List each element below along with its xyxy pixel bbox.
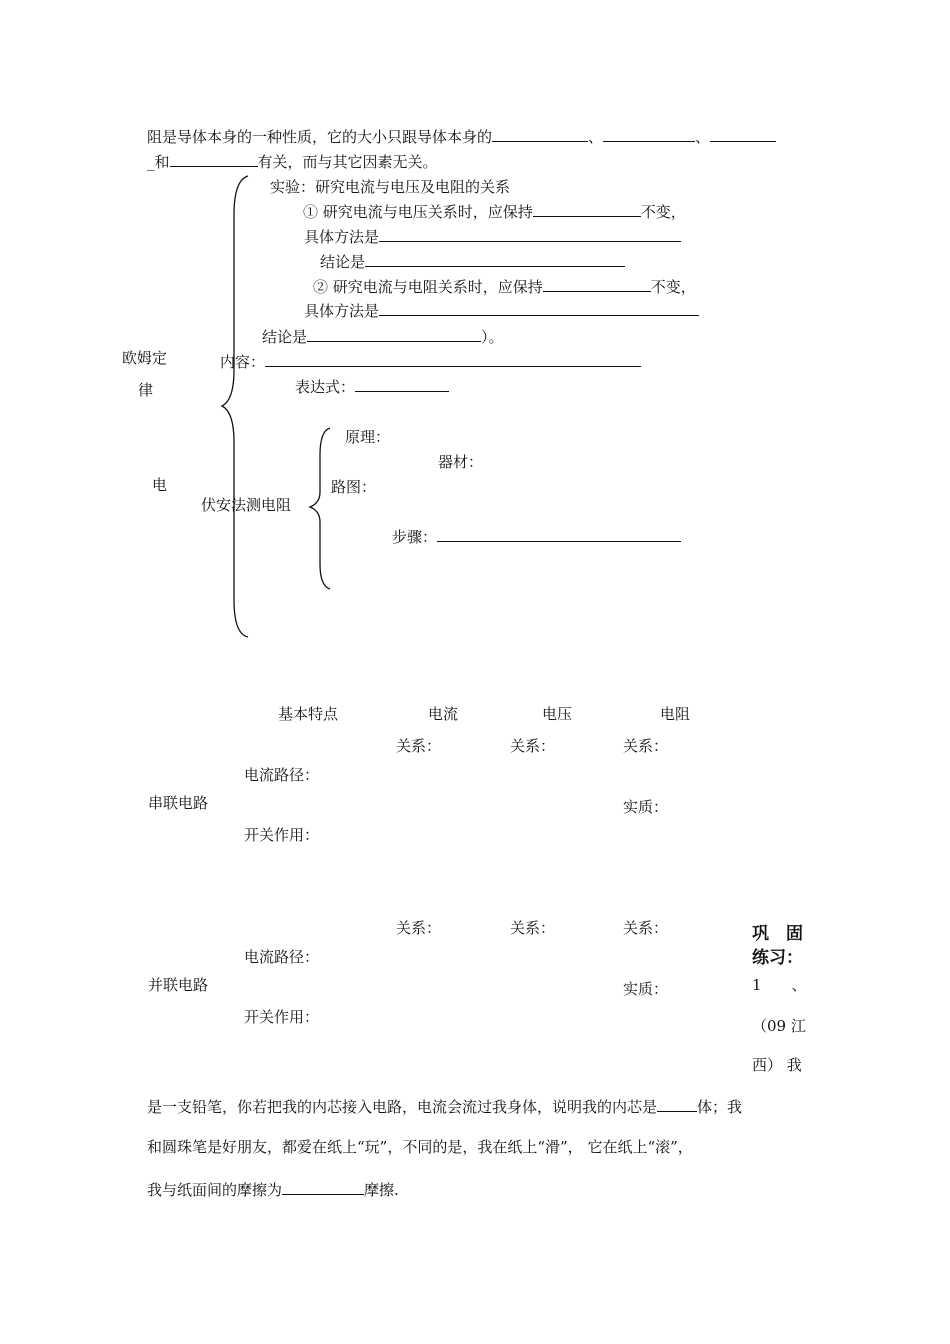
principle: 原理：: [345, 428, 391, 446]
circuit: 路图：: [331, 478, 377, 496]
method-2-blank[interactable]: [379, 301, 699, 316]
series-switch-role: 开关作用：: [244, 826, 320, 844]
item-2-blank[interactable]: [543, 277, 651, 292]
equipment: 器材：: [438, 453, 484, 471]
practice-blank-1[interactable]: [657, 1097, 697, 1112]
practice-line-3: 我与纸面间的摩擦为 摩擦.: [147, 1181, 399, 1199]
practice-source-2: 西） 我: [752, 1056, 802, 1074]
steps-blank[interactable]: [437, 527, 681, 542]
header-voltage: 电压: [542, 705, 573, 723]
practice-title-1: 巩 固: [752, 924, 803, 944]
blank-1[interactable]: [492, 127, 588, 142]
series-current-path: 电流路径：: [244, 766, 320, 784]
item-1-blank[interactable]: [533, 202, 641, 217]
series-voltage-relation: 关系：: [510, 737, 556, 755]
item-1: ① 研究电流与电压关系时，应保持 不变，: [303, 203, 686, 221]
expression: 表达式：: [295, 377, 449, 397]
practice-number: 1 、: [752, 976, 807, 994]
header-current: 电流: [428, 705, 459, 723]
practice-source-1: （09 江: [752, 1017, 806, 1035]
root-label-1: 欧姆定: [122, 349, 168, 367]
conclusion-1: 结论是: [320, 252, 625, 272]
conclusion-2: 结论是 ）。: [262, 328, 504, 346]
series-essence: 实质：: [623, 798, 669, 816]
steps: 步骤：: [392, 527, 681, 547]
parallel-essence: 实质：: [623, 980, 669, 998]
parallel-label: 并联电路: [148, 976, 209, 994]
main-brace: [222, 176, 248, 637]
series-current-relation: 关系：: [396, 737, 442, 755]
parallel-resistance-relation: 关系：: [623, 919, 669, 937]
root-label-2: 律: [138, 381, 154, 399]
parallel-switch-role: 开关作用：: [244, 1008, 320, 1026]
practice-line-2: 和圆珠笔是好朋友，都爱在纸上“玩”，不同的是，我在纸上“滑”， 它在纸上“滚”，: [147, 1138, 693, 1156]
intro-line-1: 阻是导体本身的一种性质，它的大小只跟导体本身的 、 、: [147, 127, 776, 147]
parallel-voltage-relation: 关系：: [510, 919, 556, 937]
method-1-blank[interactable]: [379, 227, 681, 242]
content: 内容：: [220, 352, 641, 372]
item-2: ② 研究电流与电阻关系时，应保持 不变，: [313, 278, 696, 296]
practice-title-2: 练习：: [752, 948, 803, 968]
series-resistance-relation: 关系：: [623, 737, 669, 755]
voltammetry: 伏安法测电阻: [201, 496, 292, 514]
practice-line-1: 是一支铅笔，你若把我的内芯接入电路，电流会流过我身体，说明我的内芯是 体；我: [147, 1098, 743, 1116]
conclusion-2-blank[interactable]: [307, 327, 481, 342]
blank-2[interactable]: [603, 127, 695, 142]
parallel-current-relation: 关系：: [396, 919, 442, 937]
sub-brace: [310, 428, 330, 589]
series-label: 串联电路: [148, 794, 209, 812]
header-resistance: 电阻: [660, 705, 691, 723]
expression-blank[interactable]: [355, 377, 449, 392]
conclusion-1-blank[interactable]: [365, 252, 625, 267]
experiment-title: 实验：研究电流与电压及电阻的关系: [270, 178, 511, 196]
method-1: 具体方法是: [304, 227, 681, 247]
root-label-3: 电: [152, 476, 168, 494]
practice-blank-2[interactable]: [282, 1180, 364, 1195]
blank-3[interactable]: [710, 127, 776, 142]
header-basic: 基本特点: [278, 705, 339, 723]
blank-4[interactable]: [170, 152, 258, 167]
parallel-current-path: 电流路径：: [244, 948, 320, 966]
method-2: 具体方法是: [304, 301, 699, 321]
intro-line-2: _和 有关，而与其它因素无关。: [147, 153, 438, 171]
content-blank[interactable]: [265, 352, 641, 367]
